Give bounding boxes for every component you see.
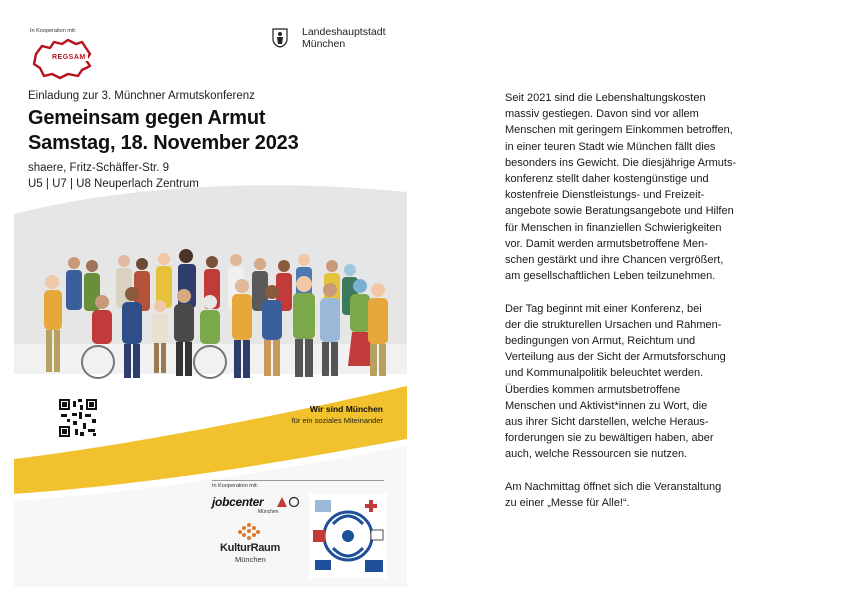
slogan-subtitle: für ein soziales Miteinander bbox=[291, 416, 383, 425]
text-line: massiv gestiegen. Davon sind vor allem bbox=[505, 108, 699, 121]
text-line: und Kommunalpolitik beleuchtet werden. bbox=[505, 367, 704, 380]
text-line: bedingungen von Armut, Reichtum und bbox=[505, 335, 696, 348]
jobcenter-logo-sub: München bbox=[258, 509, 279, 515]
text-line: schen gestärkt und ihre Chancen vergrößert, bbox=[505, 254, 724, 267]
text-line: Der Tag beginnt mit einer Konferenz, bei bbox=[505, 302, 702, 315]
flyer bbox=[14, 14, 407, 587]
article-body bbox=[505, 90, 775, 527]
text-line: angebote sowie Beratungsangebote und Hilfen bbox=[505, 205, 734, 218]
welfare-associations-logo bbox=[309, 494, 387, 578]
kulturraum-logo-sub: München bbox=[235, 555, 266, 564]
text-line: Überdies kommen armutsbetroffene bbox=[505, 383, 681, 396]
flyer-headline: Gemeinsam gegen Armut bbox=[28, 107, 266, 129]
jobcenter-logo-text: jobcenter bbox=[212, 495, 264, 509]
text-line: aus ihrer Sicht darstellen, welche Heraus- bbox=[505, 416, 709, 429]
text-line: auch, welche Ressourcen sie nutzen. bbox=[505, 448, 688, 461]
regsam-cooperation-label: In Kooperation mit: bbox=[30, 28, 77, 34]
jobcenter-emblem-icon bbox=[276, 496, 300, 508]
event-date: Samstag, 18. November 2023 bbox=[28, 132, 299, 154]
city-name-line2: München bbox=[302, 38, 346, 50]
text-line: am gesellschaftlichen Leben teilzunehmen. bbox=[505, 270, 716, 283]
text-line: Am Nachmittag öffnet sich die Veranstaltung bbox=[505, 480, 722, 493]
event-transit: U5 | U7 | U8 Neuperlach Zentrum bbox=[28, 178, 199, 190]
paragraph-afternoon bbox=[505, 479, 775, 511]
kulturraum-dots-icon bbox=[236, 522, 262, 542]
text-line: kostenfreie Dienstleistungs- und Freizeit- bbox=[505, 189, 705, 202]
text-line: Menschen mit geringem Einkommen betroffen, bbox=[505, 124, 733, 137]
text-line: besonders ins Gewicht. Die diesjährige Armuts- bbox=[505, 156, 737, 169]
text-line: vor. Damit werden armutsbetroffene Men- bbox=[505, 237, 708, 250]
text-line: konferenz stellt daher kostengünstige und bbox=[505, 173, 709, 186]
text-line: der die strukturellen Ursachen und Rahmen- bbox=[505, 318, 722, 331]
text-line: in einer teuren Stadt wie München fällt dies bbox=[505, 140, 716, 153]
kulturraum-logo-text: KulturRaum bbox=[220, 542, 280, 554]
paragraph-intro bbox=[505, 90, 775, 284]
event-venue: shaere, Fritz-Schäffer-Str. 9 bbox=[28, 162, 170, 174]
partners-divider bbox=[212, 480, 384, 481]
text-line: Verteilung aus der Sicht der Armutsforschung bbox=[505, 351, 726, 364]
invitation-line: Einladung zur 3. Münchner Armutskonferenz bbox=[28, 90, 255, 102]
slogan bbox=[292, 404, 383, 425]
partners-cooperation-label: In Kooperation mit: bbox=[212, 483, 259, 489]
text-line: forderungen sie zu bewältigen haben, aber bbox=[505, 432, 714, 445]
regsam-logo-text: REGSAM bbox=[52, 54, 86, 61]
qr-code[interactable] bbox=[59, 399, 97, 437]
city-name-line1: Landeshauptstadt bbox=[302, 26, 386, 38]
text-line: zu einer „Messe für Alle!“. bbox=[505, 497, 630, 510]
paragraph-conference bbox=[505, 301, 775, 463]
text-line: Menschen und Aktivist*innen zu Wort, die bbox=[505, 399, 708, 412]
slogan-title: Wir sind München bbox=[309, 404, 383, 414]
text-line: für Menschen in finanziellen Schwierigkeiten bbox=[505, 221, 722, 234]
text-line: Seit 2021 sind die Lebenshaltungskosten bbox=[505, 92, 706, 104]
